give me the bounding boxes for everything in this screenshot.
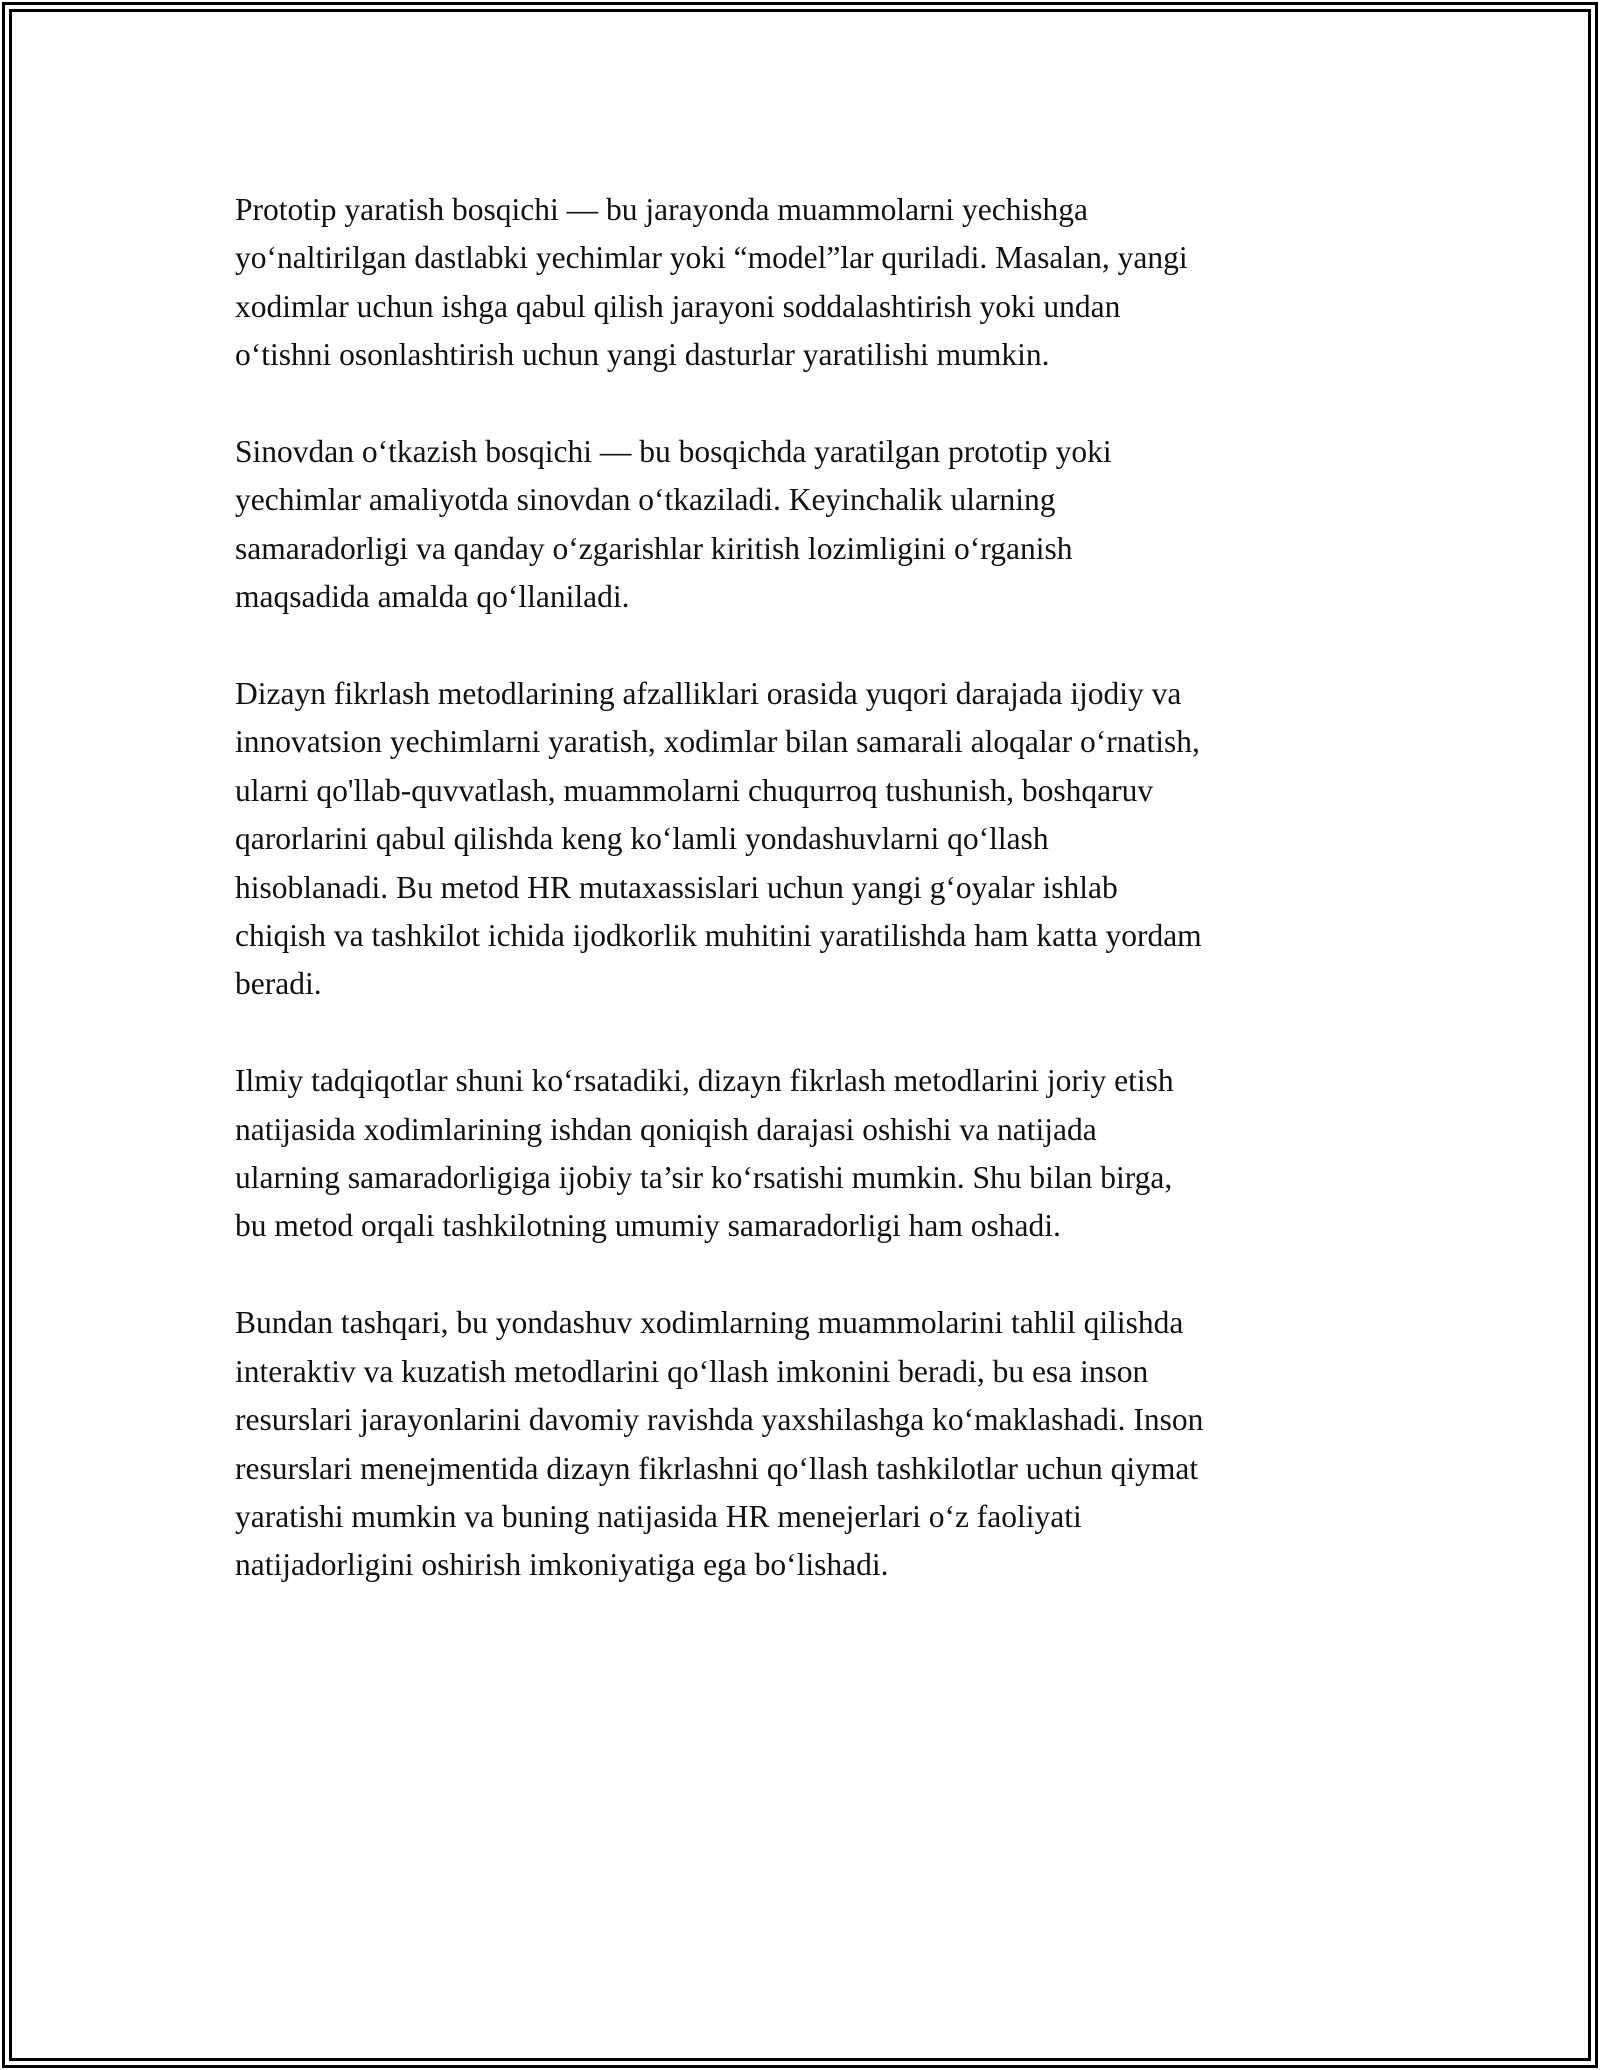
paragraph-conclusion bbox=[235, 1299, 1370, 1589]
paragraph-research-findings bbox=[235, 1057, 1370, 1251]
text-line: qarorlarini qabul qilishda keng ko‘lamli yondashuvlarni qo‘llash bbox=[235, 821, 1049, 857]
text-line: Bundan tashqari, bu yondashuv xodimlarning muammolarini tahlil qilishda bbox=[235, 1305, 1184, 1341]
text-line: natijadorligini oshirish imkoniyatiga ega bo‘lishadi. bbox=[235, 1547, 889, 1583]
text-line: resurslari menejmentida dizayn fikrlashni qo‘llash tashkilotlar uchun qiymat bbox=[235, 1450, 1199, 1486]
text-line: interaktiv va kuzatish metodlarini qo‘llash imkonini beradi, bu esa inson bbox=[235, 1353, 1149, 1389]
text-line: yechimlar amaliyotda sinovdan o‘tkaziladi. Keyinchalik ularning bbox=[235, 482, 1056, 518]
text-line: natijasida xodimlarining ishdan qoniqish darajasi oshishi va natijada bbox=[235, 1111, 1097, 1147]
text-line: Prototip yaratish bosqichi — bu jarayonda muammolarni yechishga bbox=[235, 192, 1088, 227]
document-body bbox=[235, 186, 1370, 1638]
text-line: samaradorligi va qanday o‘zgarishlar kiritish lozimligini o‘rganish bbox=[235, 530, 1073, 566]
text-line: maqsadida amalda qo‘llaniladi. bbox=[235, 579, 630, 615]
paragraph-testing-stage bbox=[235, 428, 1370, 622]
text-line: yo‘naltirilgan dastlabki yechimlar yoki “model”lar quriladi. Masalan, yangi bbox=[235, 240, 1188, 276]
paragraph-prototype-stage bbox=[235, 186, 1370, 380]
text-line: bu metod orqali tashkilotning umumiy samaradorligi ham oshadi. bbox=[235, 1208, 1061, 1244]
text-line: innovatsion yechimlarni yaratish, xodimlar bilan samarali aloqalar o‘rnatish, bbox=[235, 724, 1200, 760]
text-line: o‘tishni osonlashtirish uchun yangi dasturlar yaratilishi mumkin. bbox=[235, 337, 1050, 373]
text-line: Sinovdan o‘tkazish bosqichi — bu bosqichda yaratilgan prototip yoki bbox=[235, 434, 1112, 470]
text-line: ularning samaradorligiga ijobiy ta’sir ko‘rsatishi mumkin. Shu bilan birga, bbox=[235, 1160, 1173, 1196]
text-line: hisoblanadi. Bu metod HR mutaxassislari uchun yangi g‘oyalar ishlab bbox=[235, 869, 1118, 905]
text-line: Dizayn fikrlash metodlarining afzalliklari orasida yuqori darajada ijodiy va bbox=[235, 676, 1182, 712]
text-line: chiqish va tashkilot ichida ijodkorlik muhitini yaratilishda ham katta yordam bbox=[235, 918, 1202, 954]
text-line: Ilmiy tadqiqotlar shuni ko‘rsatadiki, dizayn fikrlash metodlarini joriy etish bbox=[235, 1063, 1174, 1099]
text-line: resurslari jarayonlarini davomiy ravishda yaxshilashga ko‘maklashadi. Inson bbox=[235, 1402, 1204, 1438]
text-line: ularni qo'llab-quvvatlash, muammolarni chuqurroq tushunish, boshqaruv bbox=[235, 772, 1154, 808]
text-line: beradi. bbox=[235, 966, 322, 1002]
text-line: xodimlar uchun ishga qabul qilish jarayoni soddalashtirish yoki undan bbox=[235, 288, 1121, 324]
paragraph-advantages bbox=[235, 670, 1370, 1009]
text-line: yaratishi mumkin va buning natijasida HR menejerlari o‘z faoliyati bbox=[235, 1498, 1082, 1534]
